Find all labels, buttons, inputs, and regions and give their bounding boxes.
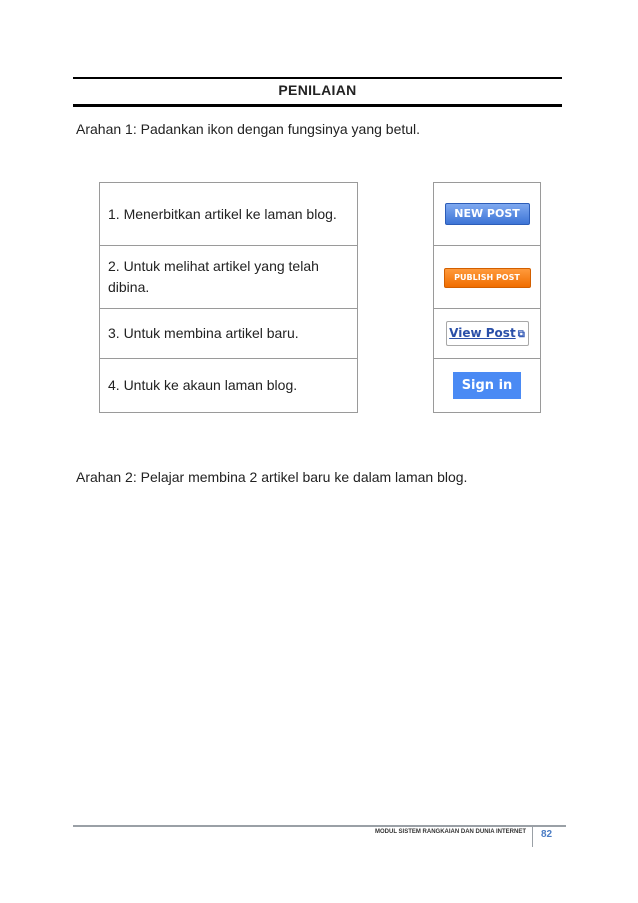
new-post-button[interactable]: NEW POST: [445, 203, 530, 225]
function-item-1: 1. Menerbitkan artikel ke laman blog.: [100, 183, 358, 246]
table-row: [434, 309, 541, 359]
table-row: [100, 183, 358, 246]
view-post-button[interactable]: [446, 321, 529, 346]
table-row: [434, 359, 541, 413]
page-title: PENILAIAN: [278, 82, 357, 98]
icon-cell-new-post: [434, 183, 541, 246]
table-row: [434, 246, 541, 309]
external-link-icon: ⧉: [517, 329, 525, 340]
function-item-4: 4. Untuk ke akaun laman blog.: [100, 359, 358, 413]
icon-cell-sign-in: [434, 359, 541, 413]
table-row: [434, 183, 541, 246]
function-item-3: 3. Untuk membina artikel baru.: [100, 309, 358, 359]
sign-in-button[interactable]: Sign in: [453, 372, 521, 399]
function-item-2: 2. Untuk melihat artikel yang telah dibina.: [100, 246, 358, 309]
publish-post-button[interactable]: PUBLISH POST: [444, 268, 531, 288]
footer-rule: [73, 825, 566, 827]
table-row: [100, 309, 358, 359]
icon-cell-view-post: [434, 309, 541, 359]
instruction-1: Arahan 1: Padankan ikon dengan fungsinya yang betul.: [76, 121, 421, 137]
table-row: [100, 359, 358, 413]
heading-top-rule: [73, 77, 562, 79]
heading-bottom-rule: [73, 104, 562, 107]
page-number: 82: [541, 829, 553, 840]
view-post-label: View Post: [449, 326, 516, 340]
footer-module-title: MODUL SISTEM RANGKAIAN DAN DUNIA INTERNET: [375, 829, 526, 835]
table-row: [100, 246, 358, 309]
icon-cell-publish-post: [434, 246, 541, 309]
function-table: [99, 182, 358, 413]
instruction-2: Arahan 2: Pelajar membina 2 artikel baru ke dalam laman blog.: [76, 469, 468, 485]
icon-table: [433, 182, 541, 413]
